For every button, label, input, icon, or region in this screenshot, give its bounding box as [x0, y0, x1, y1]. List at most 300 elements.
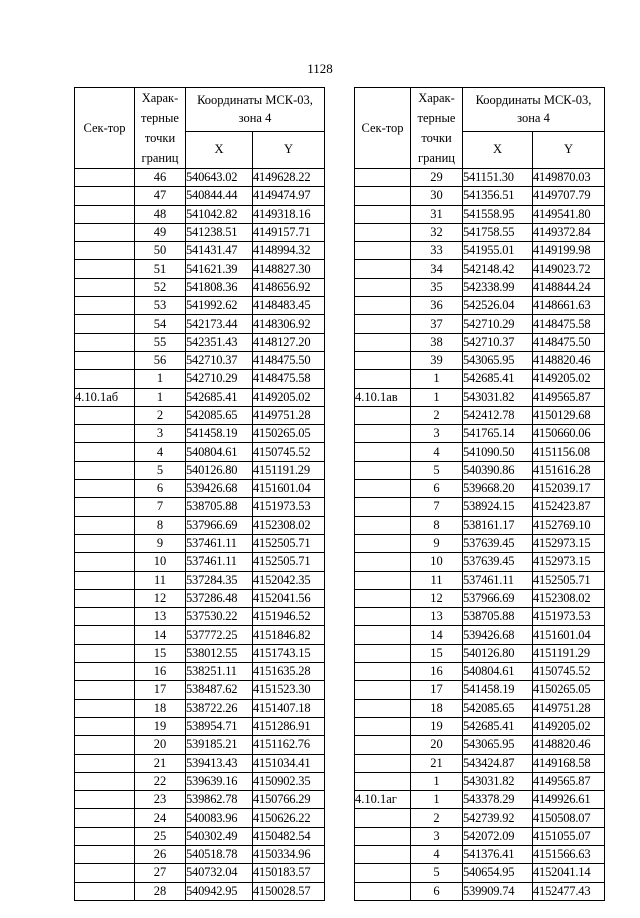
- table-row: [355, 169, 605, 187]
- table-row: [355, 827, 605, 845]
- sector-cell: [75, 260, 135, 278]
- y-coordinate-cell: 4148994.32: [253, 242, 325, 260]
- x-coordinate-cell: 542710.37: [186, 351, 253, 369]
- sector-cell: [355, 717, 411, 735]
- y-coordinate-cell: 4151846.82: [253, 626, 325, 644]
- sector-cell: [75, 425, 135, 443]
- point-number-cell: 20: [411, 736, 463, 754]
- table-row: [75, 553, 325, 571]
- table-row: [355, 498, 605, 516]
- point-number-cell: 1: [411, 772, 463, 790]
- y-coordinate-cell: 4152769.10: [533, 516, 605, 534]
- table-row: [355, 315, 605, 333]
- sector-cell: [75, 772, 135, 790]
- table-row: [355, 278, 605, 296]
- y-coordinate-cell: 4152308.02: [533, 589, 605, 607]
- table-body-right: [355, 169, 605, 901]
- point-number-cell: 18: [135, 699, 186, 717]
- table-row: [75, 772, 325, 790]
- table-row: [75, 791, 325, 809]
- sector-cell: [355, 754, 411, 772]
- point-number-cell: 31: [411, 205, 463, 223]
- y-coordinate-cell: 4150482.54: [253, 827, 325, 845]
- table-row: [75, 205, 325, 223]
- sector-cell: [355, 278, 411, 296]
- point-number-cell: 11: [135, 571, 186, 589]
- point-number-cell: 19: [411, 717, 463, 735]
- point-number-cell: 7: [135, 498, 186, 516]
- table-row: [355, 626, 605, 644]
- y-coordinate-cell: 4151162.76: [253, 736, 325, 754]
- table-row: [355, 553, 605, 571]
- y-coordinate-cell: 4149205.02: [533, 717, 605, 735]
- x-coordinate-cell: 542526.04: [463, 297, 533, 315]
- table-row: [75, 223, 325, 241]
- sector-cell: [75, 443, 135, 461]
- point-number-cell: 11: [411, 571, 463, 589]
- sector-cell: [355, 626, 411, 644]
- table-row: [355, 205, 605, 223]
- point-number-cell: 10: [135, 553, 186, 571]
- table-row: [75, 480, 325, 498]
- sector-cell: [355, 589, 411, 607]
- y-coordinate-cell: 4152477.43: [533, 882, 605, 900]
- point-number-cell: 9: [411, 534, 463, 552]
- x-coordinate-cell: 541558.95: [463, 205, 533, 223]
- point-number-cell: 12: [411, 589, 463, 607]
- sector-cell: [75, 717, 135, 735]
- point-number-cell: 17: [411, 681, 463, 699]
- point-number-cell: 24: [135, 809, 186, 827]
- x-coordinate-cell: 538722.26: [186, 699, 253, 717]
- x-coordinate-cell: 543065.95: [463, 351, 533, 369]
- y-coordinate-cell: 4150660.06: [533, 425, 605, 443]
- table-row: [355, 406, 605, 424]
- point-number-cell: 49: [135, 223, 186, 241]
- sector-cell: [355, 425, 411, 443]
- sector-cell: [75, 187, 135, 205]
- table-row: [355, 845, 605, 863]
- sector-cell: [355, 644, 411, 662]
- y-coordinate-cell: 4152308.02: [253, 516, 325, 534]
- x-coordinate-cell: 541458.19: [463, 681, 533, 699]
- y-coordinate-cell: 4152505.71: [533, 571, 605, 589]
- sector-cell: [355, 260, 411, 278]
- table-row: [355, 534, 605, 552]
- table-row: [75, 315, 325, 333]
- header-x: X: [463, 131, 533, 168]
- point-number-cell: 1: [135, 370, 186, 388]
- point-number-cell: 3: [411, 827, 463, 845]
- point-number-cell: 37: [411, 315, 463, 333]
- x-coordinate-cell: 539185.21: [186, 736, 253, 754]
- coordinates-table-right: [354, 87, 605, 901]
- point-number-cell: 10: [411, 553, 463, 571]
- point-number-cell: 2: [135, 406, 186, 424]
- sector-cell: [75, 223, 135, 241]
- point-number-cell: 26: [135, 845, 186, 863]
- point-number-cell: 22: [135, 772, 186, 790]
- table-row: [355, 791, 605, 809]
- point-number-cell: 52: [135, 278, 186, 296]
- point-number-cell: 15: [135, 644, 186, 662]
- x-coordinate-cell: 537966.69: [186, 516, 253, 534]
- table-row: [75, 425, 325, 443]
- table-row: [355, 443, 605, 461]
- sector-cell: [355, 351, 411, 369]
- point-number-cell: 5: [135, 461, 186, 479]
- y-coordinate-cell: 4148306.92: [253, 315, 325, 333]
- x-coordinate-cell: 543031.82: [463, 772, 533, 790]
- x-coordinate-cell: 542685.41: [463, 370, 533, 388]
- sector-cell: [355, 461, 411, 479]
- sector-cell: [75, 480, 135, 498]
- x-coordinate-cell: 541356.51: [463, 187, 533, 205]
- y-coordinate-cell: 4149628.22: [253, 169, 325, 187]
- table-row: [355, 754, 605, 772]
- y-coordinate-cell: 4149157.71: [253, 223, 325, 241]
- y-coordinate-cell: 4152505.71: [253, 553, 325, 571]
- table-row: [355, 461, 605, 479]
- point-number-cell: 14: [411, 626, 463, 644]
- sector-cell: [75, 370, 135, 388]
- table-row: [75, 187, 325, 205]
- y-coordinate-cell: 4148844.24: [533, 278, 605, 296]
- table-row: [75, 626, 325, 644]
- x-coordinate-cell: 540732.04: [186, 864, 253, 882]
- header-sector: Сек-тор: [75, 88, 135, 169]
- y-coordinate-cell: 4150183.57: [253, 864, 325, 882]
- x-coordinate-cell: 537772.25: [186, 626, 253, 644]
- point-number-cell: 18: [411, 699, 463, 717]
- x-coordinate-cell: 539413.43: [186, 754, 253, 772]
- point-number-cell: 6: [135, 480, 186, 498]
- table-row: [75, 754, 325, 772]
- point-number-cell: 25: [135, 827, 186, 845]
- point-number-cell: 16: [135, 663, 186, 681]
- y-coordinate-cell: 4151156.08: [533, 443, 605, 461]
- table-row: [355, 187, 605, 205]
- point-number-cell: 23: [135, 791, 186, 809]
- table-row: [355, 644, 605, 662]
- header-points: Харак-терные точки границ: [411, 88, 463, 169]
- x-coordinate-cell: 537461.11: [463, 571, 533, 589]
- y-coordinate-cell: 4151566.63: [533, 845, 605, 863]
- sector-cell: [75, 791, 135, 809]
- x-coordinate-cell: 538705.88: [463, 608, 533, 626]
- sector-cell: [75, 297, 135, 315]
- x-coordinate-cell: 538012.55: [186, 644, 253, 662]
- point-number-cell: 30: [411, 187, 463, 205]
- point-number-cell: 34: [411, 260, 463, 278]
- point-number-cell: 20: [135, 736, 186, 754]
- y-coordinate-cell: 4148475.58: [253, 370, 325, 388]
- x-coordinate-cell: 542412.78: [463, 406, 533, 424]
- header-y: Y: [533, 131, 605, 168]
- table-row: [75, 663, 325, 681]
- y-coordinate-cell: 4149199.98: [533, 242, 605, 260]
- y-coordinate-cell: 4150902.35: [253, 772, 325, 790]
- sector-cell: [355, 297, 411, 315]
- x-coordinate-cell: 541758.55: [463, 223, 533, 241]
- x-coordinate-cell: 543378.29: [463, 791, 533, 809]
- point-number-cell: 8: [135, 516, 186, 534]
- x-coordinate-cell: 542685.41: [463, 717, 533, 735]
- y-coordinate-cell: 4149168.58: [533, 754, 605, 772]
- point-number-cell: 53: [135, 297, 186, 315]
- point-number-cell: 14: [135, 626, 186, 644]
- y-coordinate-cell: 4151055.07: [533, 827, 605, 845]
- sector-cell: [355, 553, 411, 571]
- table-row: [75, 169, 325, 187]
- table-row: [75, 589, 325, 607]
- x-coordinate-cell: 542085.65: [463, 699, 533, 717]
- y-coordinate-cell: 4150745.52: [253, 443, 325, 461]
- table-row: [75, 827, 325, 845]
- point-number-cell: 47: [135, 187, 186, 205]
- y-coordinate-cell: 4148483.45: [253, 297, 325, 315]
- point-number-cell: 6: [411, 882, 463, 900]
- y-coordinate-cell: 4150745.52: [533, 663, 605, 681]
- header-points: Харак-терные точки границ: [135, 88, 186, 169]
- y-coordinate-cell: 4151743.15: [253, 644, 325, 662]
- table-row: [355, 717, 605, 735]
- x-coordinate-cell: 537461.11: [186, 553, 253, 571]
- x-coordinate-cell: 539639.16: [186, 772, 253, 790]
- sector-cell: [75, 681, 135, 699]
- sector-cell: [355, 663, 411, 681]
- sector-cell: [75, 644, 135, 662]
- sector-cell: [355, 772, 411, 790]
- table-row: [355, 516, 605, 534]
- sector-cell: [75, 333, 135, 351]
- x-coordinate-cell: 540804.61: [186, 443, 253, 461]
- y-coordinate-cell: 4151973.53: [253, 498, 325, 516]
- table-row: [75, 681, 325, 699]
- y-coordinate-cell: 4149023.72: [533, 260, 605, 278]
- x-coordinate-cell: 542685.41: [186, 388, 253, 406]
- sector-cell: [75, 205, 135, 223]
- sector-cell: [75, 827, 135, 845]
- y-coordinate-cell: 4152505.71: [253, 534, 325, 552]
- table-row: [75, 370, 325, 388]
- table-row: [75, 882, 325, 900]
- y-coordinate-cell: 4151286.91: [253, 717, 325, 735]
- y-coordinate-cell: 4151034.41: [253, 754, 325, 772]
- sector-cell: [355, 809, 411, 827]
- x-coordinate-cell: 541151.30: [463, 169, 533, 187]
- point-number-cell: 21: [411, 754, 463, 772]
- y-coordinate-cell: 4148475.58: [533, 315, 605, 333]
- header-sector: Сек-тор: [355, 88, 411, 169]
- point-number-cell: 39: [411, 351, 463, 369]
- table-row: [355, 882, 605, 900]
- table-row: [355, 589, 605, 607]
- sector-cell: [75, 242, 135, 260]
- y-coordinate-cell: 4150265.05: [533, 681, 605, 699]
- point-number-cell: 55: [135, 333, 186, 351]
- point-number-cell: 4: [135, 443, 186, 461]
- sector-cell: [75, 516, 135, 534]
- x-coordinate-cell: 540942.95: [186, 882, 253, 900]
- point-number-cell: 28: [135, 882, 186, 900]
- x-coordinate-cell: 538954.71: [186, 717, 253, 735]
- table-row: [75, 498, 325, 516]
- sector-cell: [355, 333, 411, 351]
- x-coordinate-cell: 540518.78: [186, 845, 253, 863]
- table-row: [355, 260, 605, 278]
- y-coordinate-cell: 4151973.53: [533, 608, 605, 626]
- sector-cell: [75, 498, 135, 516]
- table-row: [75, 443, 325, 461]
- sector-cell: [75, 351, 135, 369]
- table-row: [75, 351, 325, 369]
- x-coordinate-cell: 541458.19: [186, 425, 253, 443]
- point-number-cell: 5: [411, 864, 463, 882]
- x-coordinate-cell: 542739.92: [463, 809, 533, 827]
- table-row: [75, 736, 325, 754]
- x-coordinate-cell: 540654.95: [463, 864, 533, 882]
- sector-cell: [75, 809, 135, 827]
- table-row: [355, 425, 605, 443]
- y-coordinate-cell: 4150508.07: [533, 809, 605, 827]
- y-coordinate-cell: 4150265.05: [253, 425, 325, 443]
- table-row: [75, 845, 325, 863]
- point-number-cell: 1: [411, 791, 463, 809]
- point-number-cell: 36: [411, 297, 463, 315]
- y-coordinate-cell: 4152041.56: [253, 589, 325, 607]
- x-coordinate-cell: 543424.87: [463, 754, 533, 772]
- point-number-cell: 27: [135, 864, 186, 882]
- table-row: [355, 351, 605, 369]
- y-coordinate-cell: 4149926.61: [533, 791, 605, 809]
- y-coordinate-cell: 4148661.63: [533, 297, 605, 315]
- point-number-cell: 2: [411, 809, 463, 827]
- sector-cell: [355, 534, 411, 552]
- y-coordinate-cell: 4149474.97: [253, 187, 325, 205]
- x-coordinate-cell: 540844.44: [186, 187, 253, 205]
- table-row: [355, 608, 605, 626]
- table-row: [75, 864, 325, 882]
- table-row: [355, 223, 605, 241]
- y-coordinate-cell: 4152039.17: [533, 480, 605, 498]
- x-coordinate-cell: 538924.15: [463, 498, 533, 516]
- x-coordinate-cell: 537286.48: [186, 589, 253, 607]
- table-row: [75, 242, 325, 260]
- table-row: [355, 864, 605, 882]
- sector-cell: 4.10.1ав: [355, 388, 411, 406]
- x-coordinate-cell: 541431.47: [186, 242, 253, 260]
- table-row: [75, 644, 325, 662]
- x-coordinate-cell: 542085.65: [186, 406, 253, 424]
- sector-cell: [75, 663, 135, 681]
- sector-cell: [355, 608, 411, 626]
- sector-cell: [355, 882, 411, 900]
- table-row: [75, 297, 325, 315]
- sector-cell: [355, 443, 411, 461]
- y-coordinate-cell: 4150129.68: [533, 406, 605, 424]
- sector-cell: [355, 370, 411, 388]
- x-coordinate-cell: 541376.41: [463, 845, 533, 863]
- x-coordinate-cell: 541090.50: [463, 443, 533, 461]
- x-coordinate-cell: 541621.39: [186, 260, 253, 278]
- y-coordinate-cell: 4150766.29: [253, 791, 325, 809]
- y-coordinate-cell: 4148827.30: [253, 260, 325, 278]
- x-coordinate-cell: 542710.37: [463, 333, 533, 351]
- table-row: [75, 406, 325, 424]
- sector-cell: [75, 699, 135, 717]
- sector-cell: [355, 699, 411, 717]
- point-number-cell: 15: [411, 644, 463, 662]
- sector-cell: [355, 571, 411, 589]
- x-coordinate-cell: 540643.02: [186, 169, 253, 187]
- table-row: [355, 242, 605, 260]
- table-row: [75, 461, 325, 479]
- x-coordinate-cell: 538161.17: [463, 516, 533, 534]
- point-number-cell: 1: [411, 388, 463, 406]
- table-row: [75, 608, 325, 626]
- table-row: [75, 699, 325, 717]
- y-coordinate-cell: 4151601.04: [533, 626, 605, 644]
- x-coordinate-cell: 542710.29: [186, 370, 253, 388]
- x-coordinate-cell: 542173.44: [186, 315, 253, 333]
- table-row: [75, 516, 325, 534]
- table-row: [355, 772, 605, 790]
- y-coordinate-cell: 4150028.57: [253, 882, 325, 900]
- x-coordinate-cell: 540083.96: [186, 809, 253, 827]
- sector-cell: [75, 169, 135, 187]
- sector-cell: [355, 736, 411, 754]
- y-coordinate-cell: 4148820.46: [533, 736, 605, 754]
- x-coordinate-cell: 538705.88: [186, 498, 253, 516]
- table-row: [355, 480, 605, 498]
- table-row: [75, 571, 325, 589]
- point-number-cell: 4: [411, 845, 463, 863]
- y-coordinate-cell: 4149318.16: [253, 205, 325, 223]
- table-row: [355, 297, 605, 315]
- sector-cell: [355, 315, 411, 333]
- table-row: [75, 260, 325, 278]
- x-coordinate-cell: 541042.82: [186, 205, 253, 223]
- header-x: X: [186, 131, 253, 168]
- sector-cell: [75, 553, 135, 571]
- table-row: [355, 370, 605, 388]
- x-coordinate-cell: 539862.78: [186, 791, 253, 809]
- sector-cell: [75, 626, 135, 644]
- y-coordinate-cell: 4148820.46: [533, 351, 605, 369]
- sector-cell: [75, 571, 135, 589]
- sector-cell: [355, 845, 411, 863]
- x-coordinate-cell: 541955.01: [463, 242, 533, 260]
- sector-cell: [355, 498, 411, 516]
- x-coordinate-cell: 539426.68: [463, 626, 533, 644]
- point-number-cell: 51: [135, 260, 186, 278]
- y-coordinate-cell: 4150334.96: [253, 845, 325, 863]
- table-row: [75, 388, 325, 406]
- sector-cell: [355, 827, 411, 845]
- point-number-cell: 3: [135, 425, 186, 443]
- y-coordinate-cell: 4151191.29: [253, 461, 325, 479]
- x-coordinate-cell: 540390.86: [463, 461, 533, 479]
- x-coordinate-cell: 542710.29: [463, 315, 533, 333]
- x-coordinate-cell: 537639.45: [463, 534, 533, 552]
- sector-cell: 4.10.1аг: [355, 791, 411, 809]
- page-number: 1128: [307, 61, 333, 76]
- y-coordinate-cell: 4151523.30: [253, 681, 325, 699]
- x-coordinate-cell: 537284.35: [186, 571, 253, 589]
- point-number-cell: 12: [135, 589, 186, 607]
- sector-cell: [75, 278, 135, 296]
